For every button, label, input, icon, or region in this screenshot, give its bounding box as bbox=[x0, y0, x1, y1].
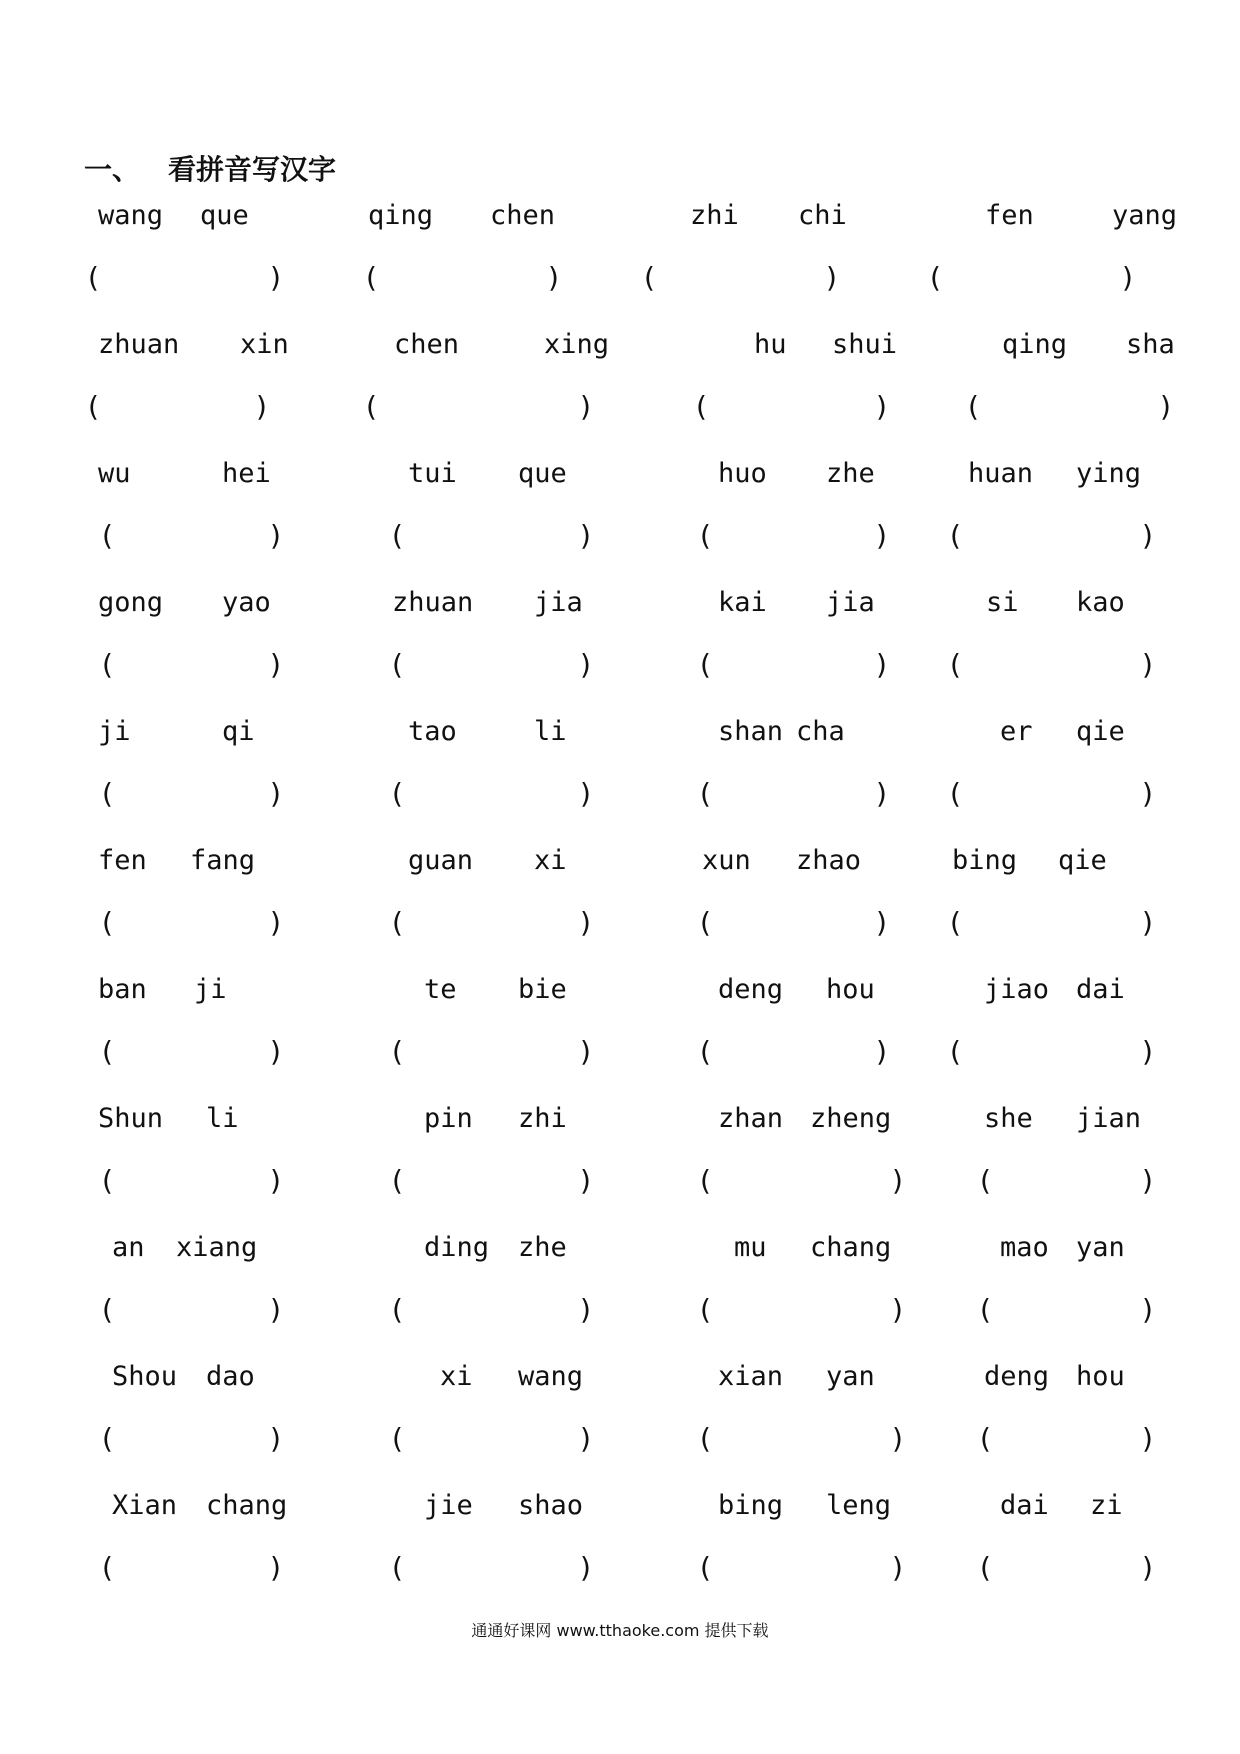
pinyin-syllable: que bbox=[200, 200, 249, 231]
answer-close-paren: ) bbox=[1160, 390, 1171, 423]
pinyin-syllable: si bbox=[986, 587, 1019, 618]
answer-close-paren: ) bbox=[270, 1551, 281, 1584]
answer-close-paren: ) bbox=[270, 1035, 281, 1068]
pinyin-syllable: wang bbox=[98, 200, 164, 231]
pinyin-syllable: ying bbox=[1076, 458, 1142, 489]
pinyin-syllable: kao bbox=[1076, 587, 1125, 618]
pinyin-syllable: hou bbox=[1076, 1361, 1125, 1392]
pinyin-syllable: yang bbox=[1112, 200, 1178, 231]
answer-close-paren: ) bbox=[1122, 261, 1133, 294]
answer-close-paren: ) bbox=[270, 906, 281, 939]
pinyin-syllable: er bbox=[1000, 716, 1033, 747]
pinyin-row bbox=[0, 712, 1240, 752]
pinyin-syllable: qie bbox=[1076, 716, 1125, 747]
pinyin-syllable: xing bbox=[544, 329, 610, 360]
pinyin-syllable: jian bbox=[1076, 1103, 1142, 1134]
answer-close-paren: ) bbox=[580, 648, 591, 681]
answer-close-paren: ) bbox=[826, 261, 837, 294]
answer-close-paren: ) bbox=[876, 777, 887, 810]
pinyin-syllable: an bbox=[112, 1232, 145, 1263]
pinyin-syllable: xiang bbox=[176, 1232, 258, 1263]
answer-open-paren: ( bbox=[102, 648, 113, 681]
pinyin-row bbox=[0, 196, 1240, 236]
pinyin-syllable: hou bbox=[826, 974, 875, 1005]
answer-open-paren: ( bbox=[930, 261, 941, 294]
answer-open-paren: ( bbox=[102, 906, 113, 939]
pinyin-syllable: cha bbox=[796, 716, 845, 747]
pinyin-syllable: sha bbox=[1126, 329, 1175, 360]
pinyin-syllable: bing bbox=[718, 1490, 784, 1521]
pinyin-syllable: yan bbox=[1076, 1232, 1125, 1263]
pinyin-syllable: xi bbox=[534, 845, 567, 876]
answer-open-paren: ( bbox=[980, 1164, 991, 1197]
section-title: 看拼音写汉字 bbox=[168, 153, 337, 186]
pinyin-syllable: ji bbox=[98, 716, 131, 747]
answer-close-paren: ) bbox=[270, 1164, 281, 1197]
answer-close-paren: ) bbox=[548, 261, 559, 294]
pinyin-syllable: zhe bbox=[826, 458, 875, 489]
pinyin-syllable: yao bbox=[222, 587, 271, 618]
answer-row bbox=[0, 903, 1240, 943]
answer-close-paren: ) bbox=[1142, 1422, 1153, 1455]
pinyin-syllable: Xian bbox=[112, 1490, 178, 1521]
pinyin-syllable: te bbox=[424, 974, 457, 1005]
answer-open-paren: ( bbox=[700, 777, 711, 810]
answer-open-paren: ( bbox=[644, 261, 655, 294]
pinyin-syllable: deng bbox=[718, 974, 784, 1005]
answer-close-paren: ) bbox=[876, 1035, 887, 1068]
pinyin-syllable: dao bbox=[206, 1361, 255, 1392]
answer-open-paren: ( bbox=[696, 390, 707, 423]
answer-close-paren: ) bbox=[580, 1035, 591, 1068]
pinyin-syllable: xi bbox=[440, 1361, 473, 1392]
answer-open-paren: ( bbox=[700, 1551, 711, 1584]
pinyin-row bbox=[0, 841, 1240, 881]
answer-close-paren: ) bbox=[1142, 1035, 1153, 1068]
answer-close-paren: ) bbox=[580, 1551, 591, 1584]
answer-close-paren: ) bbox=[1142, 519, 1153, 552]
pinyin-syllable: li bbox=[206, 1103, 239, 1134]
answer-row bbox=[0, 387, 1240, 427]
answer-close-paren: ) bbox=[270, 648, 281, 681]
pinyin-row bbox=[0, 325, 1240, 365]
pinyin-syllable: jiao bbox=[984, 974, 1050, 1005]
answer-open-paren: ( bbox=[102, 1293, 113, 1326]
answer-open-paren: ( bbox=[700, 648, 711, 681]
pinyin-syllable: wang bbox=[518, 1361, 584, 1392]
pinyin-row bbox=[0, 1486, 1240, 1526]
answer-close-paren: ) bbox=[1142, 1293, 1153, 1326]
answer-close-paren: ) bbox=[580, 777, 591, 810]
pinyin-syllable: dai bbox=[1000, 1490, 1049, 1521]
pinyin-syllable: dai bbox=[1076, 974, 1125, 1005]
answer-close-paren: ) bbox=[580, 519, 591, 552]
answer-open-paren: ( bbox=[700, 1422, 711, 1455]
answer-open-paren: ( bbox=[392, 1422, 403, 1455]
answer-row bbox=[0, 1161, 1240, 1201]
answer-open-paren: ( bbox=[102, 1164, 113, 1197]
pinyin-syllable: bing bbox=[952, 845, 1018, 876]
pinyin-syllable: zheng bbox=[810, 1103, 892, 1134]
pinyin-syllable: ji bbox=[194, 974, 227, 1005]
pinyin-syllable: fen bbox=[985, 200, 1034, 231]
pinyin-syllable: guan bbox=[408, 845, 474, 876]
answer-close-paren: ) bbox=[1142, 648, 1153, 681]
pinyin-syllable: zhi bbox=[518, 1103, 567, 1134]
pinyin-syllable: huo bbox=[718, 458, 767, 489]
answer-close-paren: ) bbox=[270, 1422, 281, 1455]
pinyin-row bbox=[0, 583, 1240, 623]
answer-open-paren: ( bbox=[366, 390, 377, 423]
answer-open-paren: ( bbox=[88, 261, 99, 294]
answer-open-paren: ( bbox=[980, 1422, 991, 1455]
answer-open-paren: ( bbox=[366, 261, 377, 294]
pinyin-syllable: shao bbox=[518, 1490, 584, 1521]
pinyin-syllable: zi bbox=[1090, 1490, 1123, 1521]
pinyin-syllable: tui bbox=[408, 458, 457, 489]
pinyin-syllable: jie bbox=[424, 1490, 473, 1521]
answer-close-paren: ) bbox=[892, 1422, 903, 1455]
pinyin-row bbox=[0, 1228, 1240, 1268]
answer-close-paren: ) bbox=[892, 1164, 903, 1197]
answer-open-paren: ( bbox=[700, 519, 711, 552]
answer-open-paren: ( bbox=[950, 906, 961, 939]
answer-close-paren: ) bbox=[1142, 1164, 1153, 1197]
pinyin-syllable: fang bbox=[190, 845, 256, 876]
pinyin-syllable: fen bbox=[98, 845, 147, 876]
answer-open-paren: ( bbox=[102, 1035, 113, 1068]
answer-close-paren: ) bbox=[580, 1293, 591, 1326]
pinyin-syllable: qie bbox=[1058, 845, 1107, 876]
pinyin-row bbox=[0, 1357, 1240, 1397]
answer-close-paren: ) bbox=[580, 1164, 591, 1197]
section-number: 一、 bbox=[84, 153, 141, 186]
pinyin-syllable: zhe bbox=[518, 1232, 567, 1263]
answer-row bbox=[0, 774, 1240, 814]
answer-open-paren: ( bbox=[392, 906, 403, 939]
answer-close-paren: ) bbox=[876, 906, 887, 939]
pinyin-syllable: xin bbox=[240, 329, 289, 360]
pinyin-syllable: chang bbox=[206, 1490, 288, 1521]
section-heading bbox=[84, 148, 336, 188]
answer-row bbox=[0, 645, 1240, 685]
answer-close-paren: ) bbox=[1142, 1551, 1153, 1584]
pinyin-syllable: ban bbox=[98, 974, 147, 1005]
pinyin-syllable: hu bbox=[754, 329, 787, 360]
answer-open-paren: ( bbox=[700, 1164, 711, 1197]
answer-open-paren: ( bbox=[102, 1422, 113, 1455]
answer-open-paren: ( bbox=[968, 390, 979, 423]
answer-open-paren: ( bbox=[950, 1035, 961, 1068]
answer-close-paren: ) bbox=[580, 906, 591, 939]
answer-open-paren: ( bbox=[102, 519, 113, 552]
pinyin-syllable: shui bbox=[832, 329, 898, 360]
pinyin-syllable: mu bbox=[734, 1232, 767, 1263]
answer-close-paren: ) bbox=[1142, 777, 1153, 810]
answer-row bbox=[0, 516, 1240, 556]
answer-open-paren: ( bbox=[392, 519, 403, 552]
pinyin-syllable: chen bbox=[490, 200, 556, 231]
pinyin-syllable: li bbox=[534, 716, 567, 747]
pinyin-syllable: kai bbox=[718, 587, 767, 618]
pinyin-syllable: gong bbox=[98, 587, 164, 618]
pinyin-syllable: shan bbox=[718, 716, 784, 747]
answer-close-paren: ) bbox=[876, 390, 887, 423]
pinyin-syllable: xian bbox=[718, 1361, 784, 1392]
pinyin-syllable: zhuan bbox=[392, 587, 474, 618]
pinyin-syllable: zhao bbox=[796, 845, 862, 876]
pinyin-syllable: chen bbox=[394, 329, 460, 360]
answer-close-paren: ) bbox=[1142, 906, 1153, 939]
answer-open-paren: ( bbox=[88, 390, 99, 423]
pinyin-syllable: hei bbox=[222, 458, 271, 489]
pinyin-syllable: chang bbox=[810, 1232, 892, 1263]
pinyin-syllable: qing bbox=[368, 200, 434, 231]
answer-open-paren: ( bbox=[102, 1551, 113, 1584]
pinyin-syllable: qi bbox=[222, 716, 255, 747]
answer-close-paren: ) bbox=[876, 519, 887, 552]
answer-close-paren: ) bbox=[580, 390, 591, 423]
pinyin-syllable: zhan bbox=[718, 1103, 784, 1134]
answer-close-paren: ) bbox=[580, 1422, 591, 1455]
pinyin-syllable: jia bbox=[826, 587, 875, 618]
pinyin-syllable: pin bbox=[424, 1103, 473, 1134]
pinyin-syllable: Shou bbox=[112, 1361, 178, 1392]
answer-close-paren: ) bbox=[256, 390, 267, 423]
pinyin-syllable: que bbox=[518, 458, 567, 489]
pinyin-syllable: Shun bbox=[98, 1103, 164, 1134]
pinyin-syllable: huan bbox=[968, 458, 1034, 489]
answer-close-paren: ) bbox=[270, 777, 281, 810]
answer-open-paren: ( bbox=[980, 1293, 991, 1326]
answer-open-paren: ( bbox=[392, 1035, 403, 1068]
answer-close-paren: ) bbox=[892, 1551, 903, 1584]
pinyin-syllable: bie bbox=[518, 974, 567, 1005]
answer-open-paren: ( bbox=[700, 906, 711, 939]
answer-open-paren: ( bbox=[102, 777, 113, 810]
answer-row bbox=[0, 1419, 1240, 1459]
pinyin-syllable: jia bbox=[534, 587, 583, 618]
answer-row bbox=[0, 1032, 1240, 1072]
pinyin-syllable: ding bbox=[424, 1232, 490, 1263]
pinyin-syllable: yan bbox=[826, 1361, 875, 1392]
answer-row bbox=[0, 258, 1240, 298]
answer-open-paren: ( bbox=[950, 777, 961, 810]
pinyin-syllable: xun bbox=[702, 845, 751, 876]
answer-open-paren: ( bbox=[980, 1551, 991, 1584]
answer-open-paren: ( bbox=[392, 777, 403, 810]
pinyin-syllable: tao bbox=[408, 716, 457, 747]
answer-open-paren: ( bbox=[392, 1164, 403, 1197]
pinyin-syllable: leng bbox=[826, 1490, 892, 1521]
answer-close-paren: ) bbox=[876, 648, 887, 681]
answer-open-paren: ( bbox=[392, 1551, 403, 1584]
pinyin-syllable: mao bbox=[1000, 1232, 1049, 1263]
pinyin-syllable: zhuan bbox=[98, 329, 180, 360]
pinyin-syllable: she bbox=[984, 1103, 1033, 1134]
pinyin-syllable: qing bbox=[1002, 329, 1068, 360]
answer-close-paren: ) bbox=[270, 261, 281, 294]
answer-close-paren: ) bbox=[270, 1293, 281, 1326]
answer-open-paren: ( bbox=[950, 648, 961, 681]
pinyin-syllable: deng bbox=[984, 1361, 1050, 1392]
answer-row bbox=[0, 1548, 1240, 1588]
answer-open-paren: ( bbox=[700, 1293, 711, 1326]
answer-close-paren: ) bbox=[270, 519, 281, 552]
footer-credit: 通通好课网 www.tthaoke.com 提供下载 bbox=[471, 1621, 769, 1640]
answer-open-paren: ( bbox=[392, 1293, 403, 1326]
pinyin-row bbox=[0, 454, 1240, 494]
answer-open-paren: ( bbox=[950, 519, 961, 552]
answer-open-paren: ( bbox=[700, 1035, 711, 1068]
pinyin-syllable: chi bbox=[798, 200, 847, 231]
pinyin-syllable: wu bbox=[98, 458, 131, 489]
answer-row bbox=[0, 1290, 1240, 1330]
pinyin-syllable: zhi bbox=[690, 200, 739, 231]
pinyin-row bbox=[0, 1099, 1240, 1139]
answer-close-paren: ) bbox=[892, 1293, 903, 1326]
pinyin-row bbox=[0, 970, 1240, 1010]
answer-open-paren: ( bbox=[392, 648, 403, 681]
